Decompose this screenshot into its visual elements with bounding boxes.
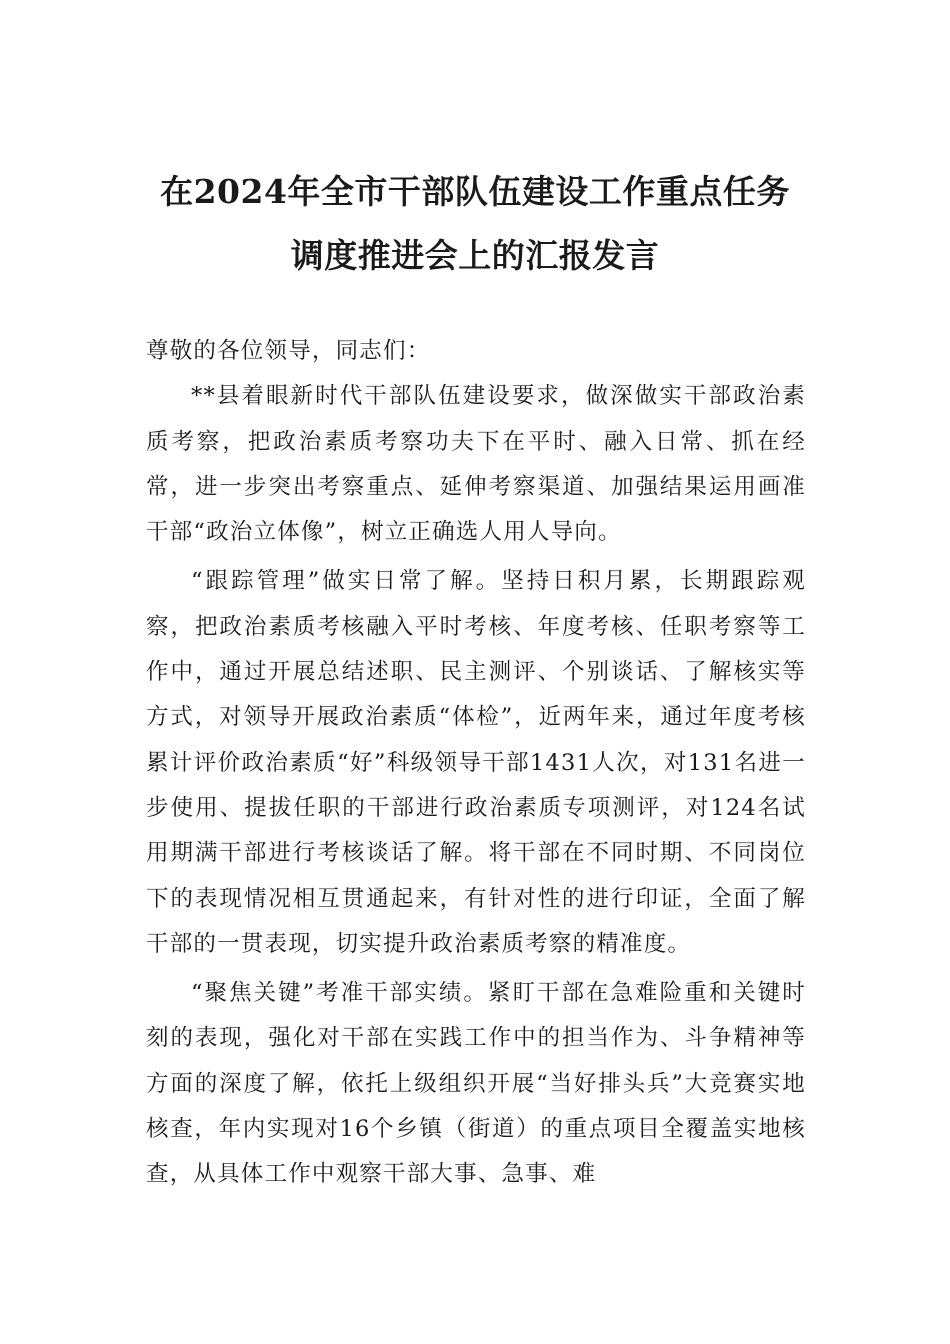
- document-body: [146, 329, 806, 1198]
- paragraph: “跟踪管理”做实日常了解。坚持日积月累，长期跟踪观察，把政治素质考核融入平时考核、年度考核、任职考察等工作中，通过开展总结述职、民主测评、个别谈话、了解核实等方式，对领导开展政治素质“体检”，近两年来，通过年度考核累计评价政治素质“好”科级领导干部1431人次，对131名进一步使用、提拔任职的干部进行政治素质专项测评，对124名试用期满干部进行考核谈话了解。将干部在不同时期、不同岗位下的表现情况相互贯通起来，有针对性的进行印证，全面了解干部的一贯表现，切实提升政治素质考察的精准度。: [146, 568, 806, 957]
- paragraph: “聚焦关键”考准干部实绩。紧盯干部在急难险重和关键时刻的表现，强化对干部在实践工作中的担当作为、斗争精神等方面的深度了解，依托上级组织开展“当好排头兵”大竞赛实地核查，年内实现对16个乡镇（街道）的重点项目全覆盖实地核查，从具体工作中观察干部大事、急事、难: [146, 980, 806, 1188]
- document-title: [100, 160, 850, 288]
- title-line-1: 在2024年全市干部队伍建设工作重点任务: [160, 172, 790, 211]
- paragraph: **县着眼新时代干部队伍建设要求，做深做实干部政治素质考察，把政治素质考察功夫下在平时、融入日常、抓在经常，进一步突出考察重点、延伸考察渠道、加强结果运用画准干部“政治立体像”，树立正确选人用人导向。: [146, 383, 806, 546]
- salutation: 尊敬的各位领导，同志们：: [146, 338, 431, 364]
- title-line-2: 调度推进会上的汇报发言: [290, 236, 660, 275]
